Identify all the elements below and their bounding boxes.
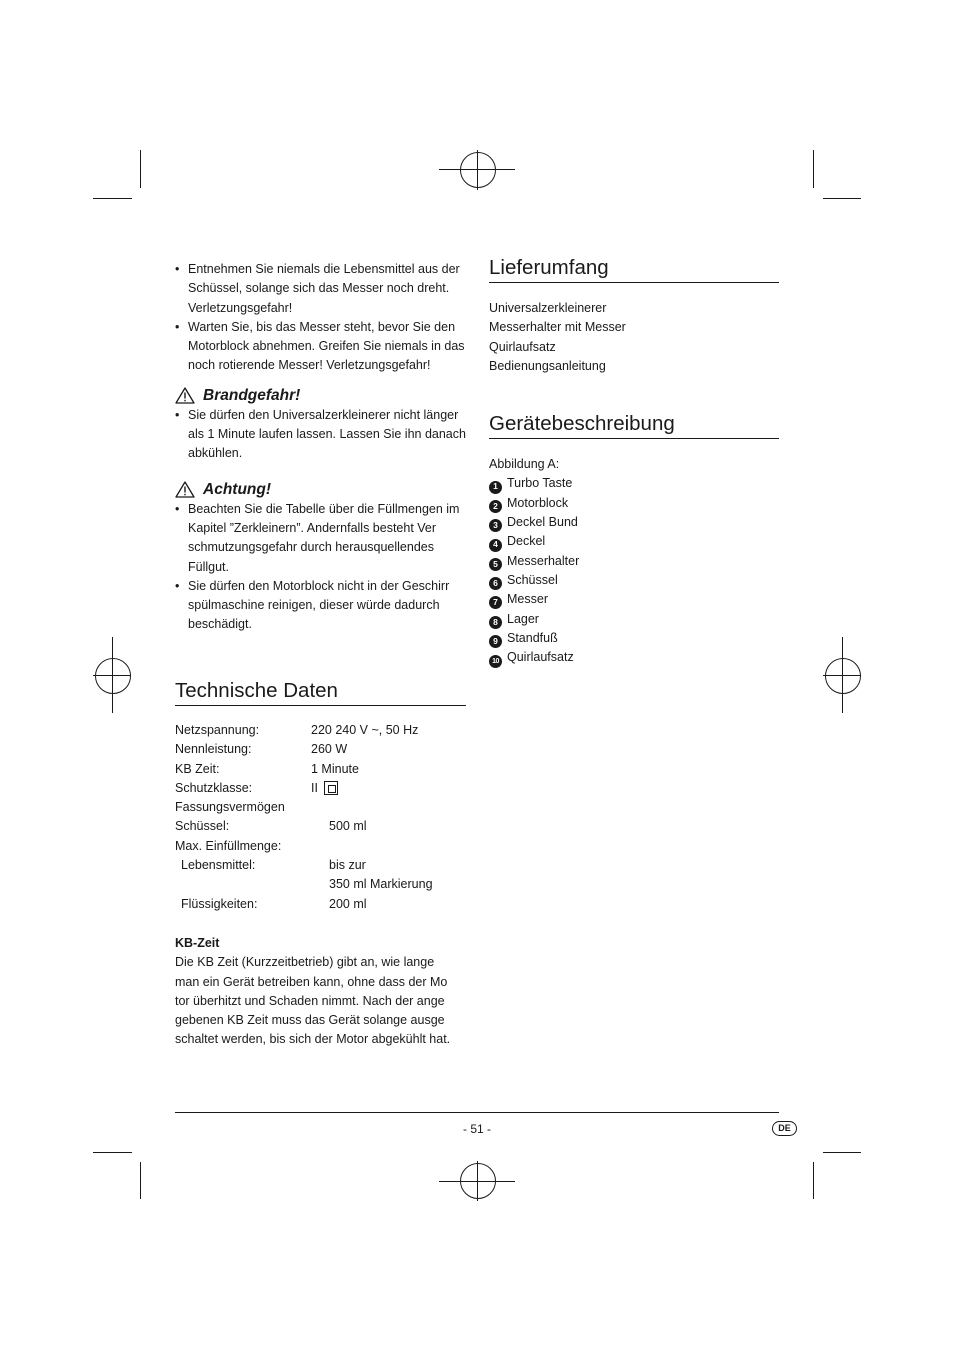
spec-value: 220 240 V ~, 50 Hz (311, 723, 419, 737)
number-badge-icon: 8 (489, 616, 502, 629)
number-badge-icon: 5 (489, 558, 502, 571)
list-item: • Entnehmen Sie niemals die Lebensmittel aus der Schüssel, solange sich das Messer noch dreht. Verletzungsgefahr! (175, 260, 467, 318)
geraete-intro: Abbildung A: (489, 457, 560, 472)
number-badge-icon: 7 (489, 596, 502, 609)
list-item (489, 474, 779, 493)
list-item: • Sie dürfen den Universalzerkleinerer nicht länger als 1 Minute laufen lassen. Lassen Sie ihn danach abkühlen. (175, 406, 467, 464)
spec-value: 500 ml (329, 819, 367, 834)
list-item-label: Schüssel (507, 572, 558, 587)
list-item (489, 648, 779, 668)
attention-title: Achtung! (203, 480, 272, 498)
number-badge-icon: 4 (489, 539, 502, 552)
spec-key: Max. Einfüllmenge: (175, 838, 282, 853)
lieferumfang-list (489, 299, 779, 376)
list-item-label: Messer (507, 592, 548, 607)
right-column (489, 255, 779, 668)
list-item-label: Standfuß (507, 630, 558, 645)
spec-key: Fassungsvermögen (175, 800, 285, 815)
footer-divider (175, 1112, 779, 1113)
number-badge-icon: 9 (489, 635, 502, 648)
spec-value: 1 Minute (311, 761, 359, 776)
left-column (175, 260, 467, 635)
number-badge-icon: 10 (489, 655, 502, 668)
list-item: • Sie dürfen den Motorblock nicht in der Geschirr spülmaschine reinigen, dieser würde dadurch beschädigt. (175, 577, 467, 635)
spec-value: bis zur (329, 858, 366, 873)
intro-bullets (175, 260, 467, 376)
geraete-list (489, 474, 779, 668)
protection-class-ii-icon (324, 781, 338, 795)
brand-warning-title: Brandgefahr! (203, 386, 301, 404)
protection-class-value: II (311, 780, 318, 795)
list-item-label: Messerhalter (507, 553, 580, 568)
attention-heading (175, 480, 467, 500)
spec-value: 260 W (311, 742, 348, 757)
number-badge-icon: 1 (489, 481, 502, 494)
technical-data-section (175, 678, 466, 1050)
kb-zeit-text: Die KB Zeit (Kurzzeitbetrieb) gibt an, wie lange man ein Gerät betreiben kann, ohne dass der Mo tor überhitzt und Schaden nimmt. Nach der ange gebenen KB Zeit muss das Gerät solange ausge schaltet werden, bis sich der Motor abgekühlt hat. (175, 955, 451, 1047)
list-item: Messerhalter mit Messer (489, 320, 626, 335)
list-item: • Warten Sie, bis das Messer steht, bevor Sie den Motorblock abnehmen. Greifen Sie niemals in das noch rotierende Messer! Verletzungsgefahr! (175, 318, 467, 376)
list-item (489, 610, 779, 629)
list-item (489, 571, 779, 590)
list-item: Quirlaufsatz (489, 339, 556, 354)
number-badge-icon: 2 (489, 500, 502, 513)
section-heading-technical-data: Technische Daten (175, 678, 466, 706)
spec-table (175, 721, 466, 914)
spec-key: Schutzklasse: (175, 780, 253, 795)
spec-value-protection (311, 779, 466, 798)
section-heading-geraetebeschreibung: Gerätebeschreibung (489, 411, 779, 439)
spec-value: 350 ml Markierung (329, 877, 433, 892)
warning-triangle-icon (175, 387, 195, 404)
list-item (489, 494, 779, 513)
list-item (489, 629, 779, 648)
list-item: Bedienungsanleitung (489, 358, 606, 373)
list-item (489, 513, 779, 532)
list-item-label: Lager (507, 611, 539, 626)
number-badge-icon: 6 (489, 577, 502, 590)
section-heading-lieferumfang: Lieferumfang (489, 255, 779, 283)
spec-key: Flüssigkeiten: (181, 896, 258, 911)
kb-zeit-heading: KB-Zeit (175, 935, 220, 950)
list-item-label: Deckel Bund (507, 515, 578, 530)
spec-key: KB Zeit: (175, 761, 220, 776)
list-item (489, 552, 779, 571)
page-number: - 51 - (462, 1122, 491, 1136)
list-item (489, 590, 779, 609)
list-item-label: Turbo Taste (507, 476, 573, 491)
list-item-label: Quirlaufsatz (507, 650, 574, 665)
spec-key: Nennleistung: (175, 742, 252, 757)
language-badge: DE (772, 1121, 797, 1136)
list-item (489, 532, 779, 551)
warning-triangle-icon (175, 481, 195, 498)
brand-warning-heading (175, 386, 467, 406)
list-item: • Beachten Sie die Tabelle über die Füllmengen im Kapitel ”Zerkleinern”. Andernfalls besteht Ver schmutzungsgefahr durch herausquellendes Füllgut. (175, 500, 467, 577)
number-badge-icon: 3 (489, 519, 502, 532)
list-item-label: Deckel (507, 534, 546, 549)
list-item-label: Motorblock (507, 495, 569, 510)
spec-value: 200 ml (329, 896, 367, 911)
spec-key: Schüssel: (175, 819, 230, 834)
spec-key: Netzspannung: (175, 723, 260, 737)
list-item: Universalzerkleinerer (489, 301, 607, 315)
spec-key: Lebensmittel: (181, 858, 256, 873)
